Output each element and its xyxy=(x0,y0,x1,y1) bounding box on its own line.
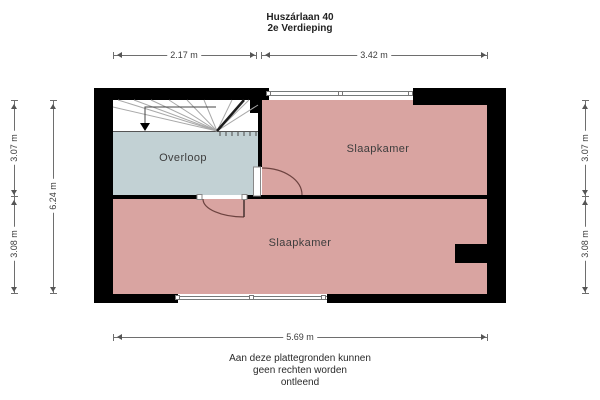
dimension-arrow xyxy=(11,197,17,205)
door-leaf xyxy=(254,167,261,196)
window-top-post-right xyxy=(408,91,413,96)
dimension-arrow xyxy=(582,101,588,109)
stair-tread-ticks xyxy=(220,132,256,136)
dimension-arrow xyxy=(11,101,17,109)
dimension-arrow xyxy=(250,52,258,58)
dimension-label-left-lower: 3.08 m xyxy=(9,227,19,261)
page-subtitle: 2e Verdieping xyxy=(267,23,333,34)
window-top-post-left xyxy=(266,91,271,96)
dimension-arrow xyxy=(50,101,56,109)
room-label-overloop: Overloop xyxy=(159,152,207,164)
dimension-arrow xyxy=(114,334,122,340)
dimension-arrow xyxy=(262,52,270,58)
door-post xyxy=(242,195,247,200)
door-post xyxy=(197,195,202,200)
dimension-label-right-lower: 3.08 m xyxy=(580,227,590,261)
dimension-arrow xyxy=(50,287,56,295)
window-bottom-post-right xyxy=(321,295,326,300)
dimension-label-right-upper: 3.07 m xyxy=(580,131,590,165)
page-title: Huszárlaan 40 xyxy=(266,12,334,23)
dimension-label-top-right: 3.42 m xyxy=(357,50,391,60)
dimension-arrow xyxy=(582,197,588,205)
dimension-label-bottom: 5.69 m xyxy=(283,332,317,342)
dimension-arrow xyxy=(582,287,588,295)
room-label-slaapkamer-bottom: Slaapkamer xyxy=(268,237,332,249)
dimension-label-left-total: 6.24 m xyxy=(48,179,58,213)
dimension-label-left-upper: 3.07 m xyxy=(9,131,19,165)
window-bottom-post-left xyxy=(175,295,180,300)
disclaimer-line-1: Aan deze plattegronden kunnen xyxy=(229,353,371,364)
window-top-post-mid xyxy=(338,91,343,96)
staircase-icon xyxy=(113,100,258,136)
dimension-arrow xyxy=(481,52,489,58)
disclaimer-line-2: geen rechten worden xyxy=(253,365,347,376)
disclaimer-line-3: ontleend xyxy=(280,377,320,388)
plan-detail-overlay xyxy=(94,88,506,303)
door-arc xyxy=(203,199,244,217)
door-arc xyxy=(262,168,302,195)
door-top-bedroom xyxy=(254,167,303,196)
room-label-slaapkamer-top: Slaapkamer xyxy=(346,143,410,155)
dimension-arrow xyxy=(481,334,489,340)
dimension-arrow xyxy=(11,287,17,295)
window-bottom-post-mid xyxy=(249,295,254,300)
dimension-label-top-left: 2.17 m xyxy=(167,50,201,60)
dimension-arrow xyxy=(114,52,122,58)
door-bottom-bedroom xyxy=(197,195,247,218)
